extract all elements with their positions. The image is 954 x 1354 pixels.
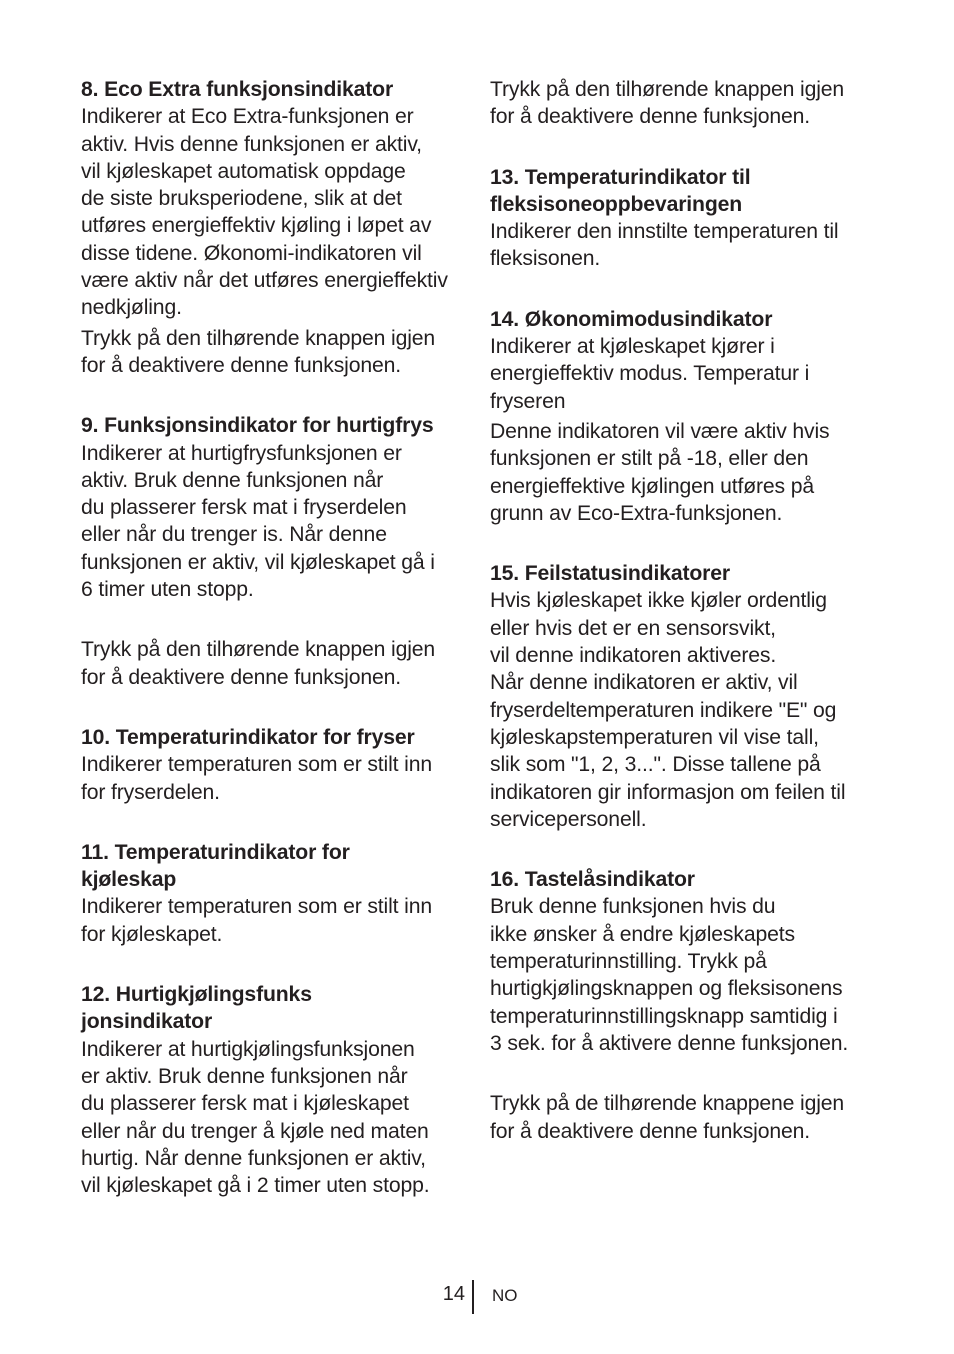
section-9-heading: 9. Funksjonsindikator for hurtigfrys: [81, 414, 434, 438]
section-9-body-2: Trykk på den tilhørende knappen igjen for å deaktivere denne funksjonen.: [81, 638, 436, 689]
section-16-heading: 16. Tastelåsindikator: [490, 868, 695, 892]
section-10-body: Indikerer temperaturen som er stilt inn for fryserdelen.: [81, 753, 432, 804]
page-footer: [0, 1280, 954, 1316]
section-8-body: Indikerer at Eco Extra-funksjonen er aktiv. Hvis denne funksjonen er aktiv, vil kjøleskapet automatisk oppdage de siste bruksperiodene, slik at det utføres energieffektiv kjøling i løpet av disse tidene. Økonomi-indikatoren vil være aktiv når det utføres energieffektiv nedkjøling.: [81, 105, 448, 320]
section-14-body-2: Denne indikatoren vil være aktiv hvis funksjonen er stilt på -18, eller den energieffektive kjølingen utføres på grunn av Eco-Extra-funksjonen.: [490, 419, 830, 525]
section-13-heading: 13. Temperaturindikator til fleksisoneoppbevaringen: [490, 165, 751, 216]
section-15-heading: 15. Feilstatusindikatorer: [490, 562, 730, 586]
section-8-body-2: Trykk på den tilhørende knappen igjen for å deaktivere denne funksjonen.: [81, 326, 436, 377]
section-8-heading: 8. Eco Extra funksjonsindikator: [81, 78, 394, 101]
section-12-heading: 12. Hurtigkjølingsfunks jonsindikator: [81, 983, 312, 1034]
section-9-body: Indikerer at hurtigfrysfunksjonen er aktiv. Bruk denne funksjonen når du plasserer fersk mat i fryserdelen eller når du trenger is. Når denne funksjonen er aktiv, vil kjøleskapet gå i 6 timer uten stopp.: [81, 441, 435, 602]
section-14-body: Indikerer at kjøleskapet kjører i energieffektiv modus. Temperatur i fryseren: [490, 335, 810, 413]
left-column: [81, 76, 471, 1199]
page-number: 14: [442, 1283, 465, 1305]
section-15-body: Hvis kjøleskapet ikke kjøler ordentlig eller hvis det er en sensorsvikt, vil denne indikatoren aktiveres. Når denne indikatoren er aktiv, vil fryserdeltemperaturen indikere "E" og kjøleskapstemperaturen vil vise tall, slik som "1, 2, 3...". Disse tallene på indikatoren gir informasjon om feilen til servicepersonell.: [490, 589, 846, 831]
section-16-body-2: Trykk på de tilhørende knappene igjen for å deaktivere denne funksjonen.: [490, 1092, 845, 1143]
section-12-continued-body: Trykk på den tilhørende knappen igjen for å deaktivere denne funksjonen.: [490, 78, 845, 129]
section-11-heading: 11. Temperaturindikator for kjøleskap: [81, 840, 350, 892]
section-10-heading: 10. Temperaturindikator for fryser: [81, 725, 415, 749]
section-13-body: Indikerer den innstilte temperaturen til fleksisonen.: [490, 220, 839, 271]
section-12-body: Indikerer at hurtigkjølingsfunksjonen er aktiv. Bruk denne funksjonen når du plasserer fersk mat i kjøleskapet eller når du trenger å kjøle ned maten hurtig. Når denne funksjonen er aktiv, vil kjøleskapet gå i 2 timer uten stopp.: [81, 1037, 430, 1198]
section-16-body: Bruk denne funksjonen hvis du ikke ønsker å endre kjøleskapets temperaturinnstilling. Trykk på hurtigkjølingsknappen og fleksisonens temperaturinnstillingsknapp samtidig i 3 sek. for å aktivere denne funksjonen.: [490, 895, 849, 1055]
section-11-body: Indikerer temperaturen som er stilt inn for kjøleskapet.: [81, 895, 432, 946]
right-column: [490, 76, 880, 1145]
language-code: NO: [492, 1286, 518, 1305]
section-14-heading: 14. Økonomimodusindikator: [490, 307, 773, 331]
footer-divider: [472, 1280, 474, 1314]
